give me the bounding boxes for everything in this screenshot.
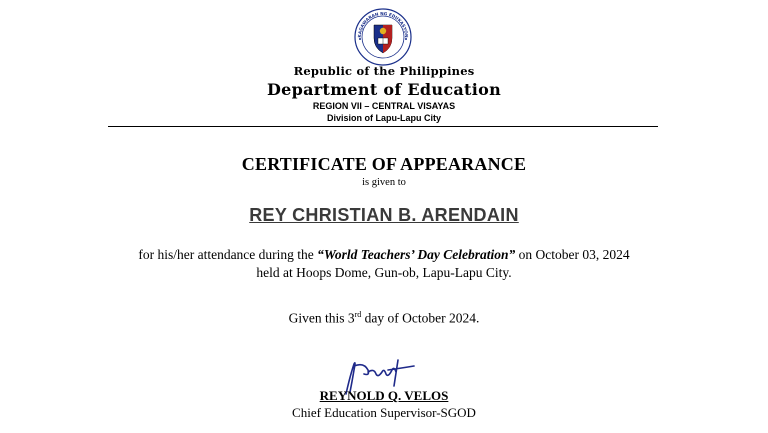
event-name: “World Teachers’ Day Celebration”: [317, 247, 516, 262]
attendance-prefix: for his/her attendance during the: [138, 247, 318, 262]
certificate-title: CERTIFICATE OF APPEARANCE: [241, 154, 527, 174]
given-prefix: Given this 3: [288, 310, 355, 326]
letterhead-department: Department of Education: [266, 80, 502, 99]
venue-line: held at Hoops Dome, Gun-ob, Lapu-Lapu City.: [256, 265, 512, 280]
given-ordinal: rd: [354, 310, 362, 319]
signatory-name: REYNOLD Q. VELOS: [319, 388, 449, 403]
seal-text: KAGAWARAN NG EDUKASYON: [356, 10, 410, 38]
letterhead-region: REGION VII – CENTRAL VISAYAS: [312, 101, 456, 111]
deped-seal-icon: [354, 8, 412, 66]
letterhead-republic: Republic of the Philippines: [293, 64, 475, 78]
given-date-line: [0, 310, 768, 327]
letterhead-divider: [108, 126, 658, 127]
attendance-line: [0, 247, 768, 263]
given-to-text: is given to: [362, 177, 406, 188]
signatory-title: Chief Education Supervisor-SGOD: [292, 405, 476, 420]
given-suffix: day of October 2024.: [361, 310, 480, 326]
recipient-name: REY CHRISTIAN B. ARENDAIN: [249, 205, 519, 225]
letterhead-division: Division of Lapu-Lapu City: [327, 113, 441, 123]
attendance-date: on October 03, 2024: [515, 247, 630, 262]
